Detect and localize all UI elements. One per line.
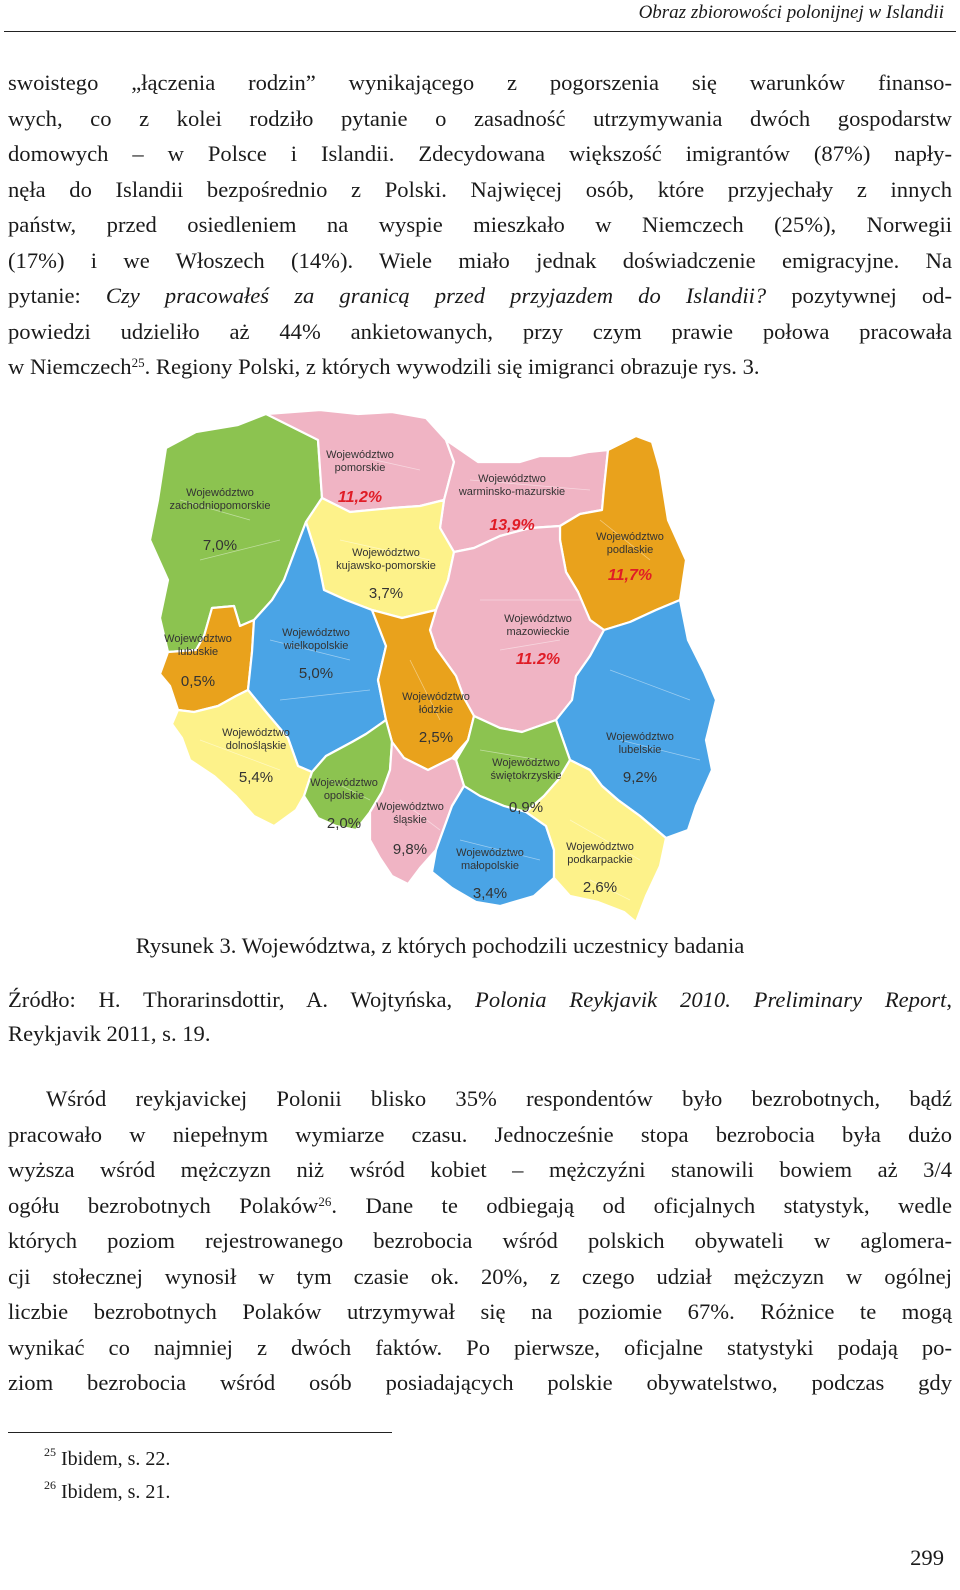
footnote-ref-26[interactable]: 26 [318, 1193, 332, 1209]
figure-source [8, 983, 952, 1051]
footnote-25 [44, 1445, 171, 1471]
region-value: 3,4% [472, 885, 508, 902]
question-italic: Czy pracowałeś za granicą przed przyjazdem do Islandii? [105, 283, 767, 308]
text-line: powiedzi udzieliło aż 44% ankietowanych, przy czym prawie połowa pracowała [8, 318, 952, 344]
region-value: 11,2% [337, 489, 383, 506]
text-line: swoistego „łączenia rodzin” wynikającego z pogorszenia się warunków finanso- [8, 70, 952, 95]
footnote-ref-25[interactable]: 25 [131, 355, 145, 370]
text-run: ogółu bezrobotnych Polaków [8, 1192, 319, 1218]
region-name: Województwo [376, 801, 444, 813]
source-title-italic: Polonia Reykjavik 2010. Preliminary Report [475, 987, 947, 1012]
region-name: Województwo [596, 531, 664, 543]
region-value: 2,6% [582, 879, 618, 896]
region-name: Województwo [352, 547, 420, 559]
text-run: w Niemczech [8, 354, 132, 379]
region-name: podkarpackie [567, 854, 633, 866]
paragraph-2 [8, 1081, 952, 1401]
text-line: wych, co z kolei rodziło pytanie o zasadność utrzymywania dwóch gospodarstw [8, 105, 952, 131]
text-line: wyższa wśród mężczyzn niż wśród kobiet – mężczyźni stanowili bowiem aż 3/4 [8, 1157, 952, 1182]
text-run: . Regiony Polski, z których wywodzili się imigranci obrazuje rys. 3. [144, 354, 760, 379]
region-value: 7,0% [202, 537, 238, 554]
region-value: 0,5% [180, 673, 216, 690]
region-name: śląskie [393, 814, 427, 826]
text-line [8, 1188, 952, 1224]
footnote-text: Ibidem, s. 21. [61, 1481, 171, 1503]
text-run: pozytywnej od- [766, 283, 952, 308]
text-line: (17%) i we Włoszech (14%). Wiele miało jednak doświadczenie emigracyjne. Na [8, 247, 952, 273]
header-rule [4, 31, 956, 32]
paragraph-1 [8, 65, 952, 385]
region-name: podlaskie [606, 544, 654, 556]
region-value: 9,8% [392, 841, 428, 858]
region-name: zachodniopomorskie [169, 500, 271, 512]
region-name: warminsko-mazurskie [458, 486, 566, 498]
footnote-number: 25 [44, 1445, 56, 1459]
region-name: Województwo [164, 633, 232, 645]
region-value: 3,7% [368, 585, 404, 602]
region-value: 11,7% [607, 567, 653, 584]
text-run: . Dane te odbiegają od oficjalnych statystyk, wedle [331, 1192, 952, 1218]
source-line-1 [8, 983, 952, 1017]
text-line: domowych – w Polsce i Islandii. Zdecydowana większość imigrantów (87%) napły- [8, 141, 952, 166]
source-line-2: Reykjavik 2011, s. 19. [8, 1021, 211, 1046]
region-value: 13,9% [489, 517, 535, 534]
region-name: Województwo [504, 613, 572, 625]
region-name: Województwo [606, 731, 674, 743]
text-line [8, 278, 952, 314]
region-value: 11.2% [515, 651, 561, 668]
page-number: 299 [910, 1545, 944, 1570]
poland-map [0, 410, 960, 930]
region-name: Województwo [326, 449, 394, 461]
region-name: opolskie [323, 790, 365, 802]
text-line: wynikać co najmniej z dwóch faktów. Po pierwsze, oficjalne statystyki podają po- [8, 1334, 952, 1360]
region-value: 2,5% [418, 729, 454, 746]
text-run: , [946, 987, 953, 1012]
region-name: Województwo [402, 691, 470, 703]
region-name: lubuskie [177, 646, 219, 658]
region-name: wielkopolskie [283, 640, 349, 652]
text-run: pytanie: [8, 283, 106, 308]
running-header: Obraz zbiorowości polonijnej w Islandii [638, 2, 944, 23]
region-value: 2,0% [326, 815, 362, 832]
region-value: 0,9% [508, 799, 544, 816]
figure-map [0, 410, 960, 930]
region-name: Województwo [186, 487, 254, 499]
footnote-26 [44, 1478, 171, 1504]
text-line: cji stołecznej wynosił w tym czasie ok. 20%, z czego udział mężczyzn w ogólnej [8, 1263, 952, 1289]
region-name: Województwo [478, 473, 546, 485]
region-value: 5,0% [298, 665, 334, 682]
region-name: Województwo [492, 757, 560, 769]
region-value: 5,4% [238, 769, 274, 786]
region-name: małopolskie [460, 860, 520, 872]
region-name: Województwo [222, 727, 290, 739]
footnote-number: 26 [44, 1478, 56, 1492]
region-name: kujawsko-pomorskie [336, 560, 436, 572]
text-line: państw, przed osiedleniem na wyspie mieszkało w Niemczech (25%), Norwegii [8, 212, 952, 237]
region-name: pomorskie [334, 462, 386, 474]
region-name: Województwo [456, 847, 524, 859]
source-label: Źródło: H. Thorarinsdottir, A. Wojtyńska, [8, 987, 476, 1012]
region-name: łódzkie [418, 704, 454, 716]
region-name: Województwo [282, 627, 350, 639]
text-line: liczbie bezrobotnych Polaków utrzymywał się na poziomie 67%. Różnice te mogą [8, 1299, 952, 1324]
region-name: Województwo [566, 841, 634, 853]
text-line: których poziom rejestrowanego bezrobocia wśród polskich obywateli w aglomera- [8, 1228, 952, 1253]
text-line: Wśród reykjavickej Polonii blisko 35% respondentów było bezrobotnych, bądź [46, 1086, 952, 1111]
text-line: ziom bezrobocia wśród osób posiadających polskie obywatelstwo, podczas gdy [8, 1370, 952, 1395]
figure-caption: Rysunek 3. Województwa, z których pochodzili uczestnicy badania [135, 933, 745, 958]
footnote-text: Ibidem, s. 22. [61, 1448, 171, 1470]
region-value: 9,2% [622, 769, 658, 786]
text-line [8, 349, 952, 385]
text-line: pracowało w niepełnym wymiarze czasu. Jednocześnie stopa bezrobocia była dużo [8, 1121, 952, 1147]
region-name: Województwo [310, 777, 378, 789]
region-name: mazowieckie [506, 626, 570, 638]
text-line: nęła do Islandii bezpośrednio z Polski. Najwięcej osób, które przyjechały z innych [8, 176, 952, 202]
region-name: lubelskie [618, 744, 662, 756]
region-name: świętokrzyskie [490, 770, 562, 782]
region-name: dolnośląskie [225, 740, 287, 752]
footnote-rule [8, 1432, 392, 1433]
